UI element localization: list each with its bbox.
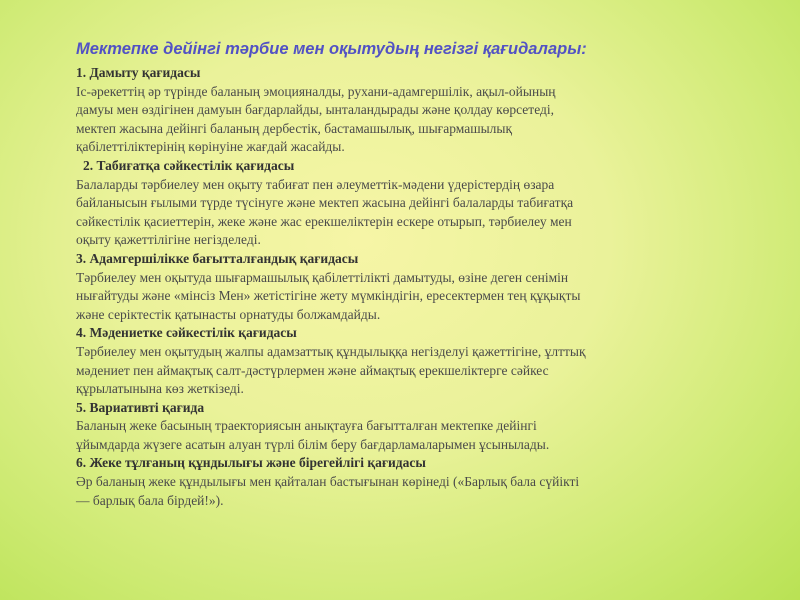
section-text xyxy=(76,269,676,325)
text-line: Балаларды тәрбиелеу мен оқыту табиғат пен әлеуметтік-мәдени үдерістердің өзара xyxy=(76,176,555,192)
section-text xyxy=(76,343,676,399)
text-line: Әр баланың жеке құндылығы мен қайталан бастығынан көрінеді («Барлық бала сүйікті xyxy=(76,474,580,490)
text-line: Тәрбиелеу мен оқытудың жалпы адамзаттық құндылыққа негізделуі қажеттігіне, ұлттық xyxy=(76,343,586,359)
section-text xyxy=(76,473,676,510)
section-personal-value xyxy=(76,454,676,510)
text-line: — барлық бала бірдей!»). xyxy=(76,492,224,508)
text-line: мектеп жасына дейінгі баланың дербестік, бастамашылық, шығармашылық xyxy=(76,120,513,136)
text-line: байланысын ғылыми түрде түсінуге және мектеп жасына дейінгі балаларды табиғатқа xyxy=(76,195,574,211)
text-line: Баланың жеке басының траекториясын анықтауға бағытталған мектепке дейінгі xyxy=(76,418,537,434)
section-heading: 6. Жеке тұлғаның құндылығы және бірегейлігі қағидасы xyxy=(76,455,426,471)
section-heading: 1. Дамыту қағидасы xyxy=(76,65,201,80)
text-line: Тәрбиелеу мен оқытуда шығармашылық қабілеттілікті дамытуды, өзіне деген сенімін xyxy=(76,269,569,285)
section-text xyxy=(76,176,676,250)
text-line: және серіктестік қатынасты орнатуды болжамдайды. xyxy=(76,306,381,322)
section-humanism xyxy=(76,250,676,324)
section-heading: 2. Табиғатқа сәйкестілік қағидасы xyxy=(83,157,295,173)
text-line: нығайтуды және «мінсіз Мен» жетістігіне жету мүмкіндігін, ересектермен тең құқықты xyxy=(76,288,581,304)
section-nature-conformity xyxy=(76,157,676,250)
section-heading: 4. Мәдениетке сәйкестілік қағидасы xyxy=(76,325,297,341)
section-variability xyxy=(76,399,676,455)
text-line: оқыту қажеттілігіне негізделеді. xyxy=(76,232,261,248)
slide-title: Мектепке дейінгі тәрбие мен оқытудың негізгі қағидалары: xyxy=(76,40,587,58)
text-line: ұйымдарда жүзеге асатын алуан түрлі білім беру бағдарламаларымен ұсынылады. xyxy=(76,436,550,452)
section-heading: 3. Адамгершілікке бағытталғандық қағидасы xyxy=(76,250,359,266)
section-culture-conformity xyxy=(76,324,676,398)
text-line: сәйкестілік қасиеттерін, жеке және жас ерекшеліктерін ескере отырып, тәрбиелеу мен xyxy=(76,213,572,229)
text-line: құрылатынына көз жеткізеді. xyxy=(76,381,244,397)
text-line: қабілеттіліктерінің көрінуіне жағдай жасайды. xyxy=(76,139,345,155)
section-development xyxy=(76,64,676,157)
text-line: дамуы мен өздігінен дамуын бағдарлайды, ынталандырады және қолдау көрсетеді, xyxy=(76,102,555,118)
text-line: Іс-әрекеттің әр түрінде баланың эмоцияналды, рухани-адамгершілік, ақыл-ойының xyxy=(76,83,556,99)
section-text xyxy=(76,83,676,157)
section-heading: 5. Вариативті қағида xyxy=(76,399,205,415)
section-text xyxy=(76,417,676,454)
text-line: мәдениет пен аймақтық салт-дәстүрлермен және аймақтық ерекшеліктерге сәйкес xyxy=(76,362,549,378)
slide-content xyxy=(76,38,676,510)
